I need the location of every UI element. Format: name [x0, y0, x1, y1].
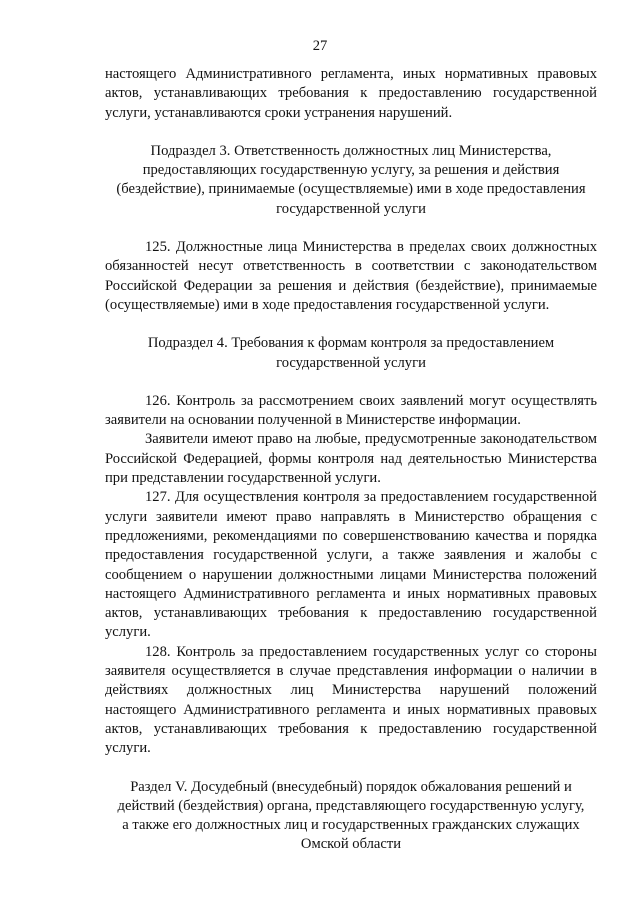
paragraph-126: 126. Контроль за рассмотрением своих заявлений могут осуществлять заявители на основании полученной в Министерстве информации. — [105, 392, 597, 429]
page-number: 27 — [312, 38, 328, 54]
paragraph-128: 128. Контроль за предоставлением государственных услуг со стороны заявителя осуществляется в случае представления информации о наличии в действиях должностных лиц Министерства нарушений положений настоящего Административного регламента и иных нормативных правовых актов, устанавливающих требования к предоставлению государственной услуги. — [105, 643, 597, 757]
paragraph-127: 127. Для осуществления контроля за предоставлением государственной услуги заявители имеют право направлять в Министерство обращения с предложениями, рекомендациями по совершенствованию качества и порядка предоставления государственной услуги, а также заявления и жалобы с сообщением о нарушении должностными лицами Министерства положений настоящего Административного регламента и иных нормативных правовых актов, устанавливающих требования к предоставлению государственной услуги. — [105, 489, 597, 641]
paragraph-applicants-rights: Заявители имеют право на любые, предусмотренные законодательством Российской Федерацией, формы контроля над деятельностью Министерства при представлении государственной услуги. — [105, 431, 597, 487]
subsection-3-heading: Подраздел 3. Ответственность должностных лиц Министерства, предоставляющих государственную услугу, за решения и действия (бездействие), принимаемые (осуществляемые) ими в ходе предоставления государственной услуги — [116, 142, 586, 217]
subsection-4-heading: Подраздел 4. Требования к формам контроля за предоставлением государственной услуги — [147, 335, 555, 371]
section-v-heading: Раздел V. Досудебный (внесудебный) порядок обжалования решений и действий (бездействия) органа, представляющего государственную услугу, а также его должностных лиц и государственных гражданских служащих Омской области — [117, 778, 585, 853]
document-body — [105, 65, 597, 855]
paragraph-continuation: настоящего Административного регламента, иных нормативных правовых актов, устанавливающих требования к предоставлению государственной услуги, устанавливаются сроки устранения нарушений. — [105, 66, 597, 121]
paragraph-125: 125. Должностные лица Министерства в пределах своих должностных обязанностей несут ответственность в соответствии с законодательством Российской Федерации за решения и действия (бездействие), принимаемые (осуществляемые) ими в ходе предоставления государственной услуги. — [105, 239, 597, 313]
